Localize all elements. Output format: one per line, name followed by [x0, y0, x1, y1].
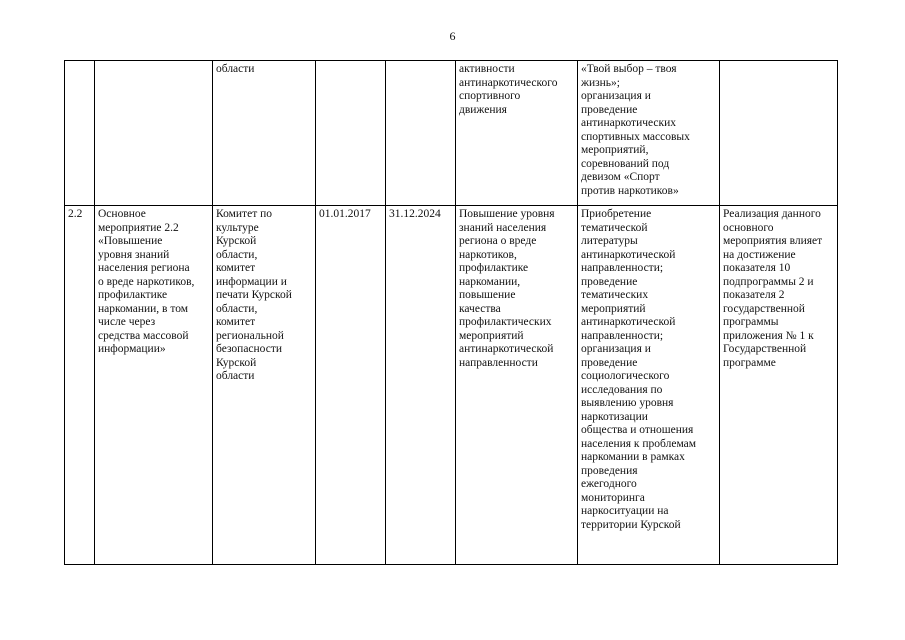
cell-name: Основное мероприятие 2.2 «Повышение уровня знаний населения региона о вреде наркотиков, профилактике наркомании, в том числе через средства массовой информации»	[95, 206, 213, 565]
cell-end-date	[386, 61, 456, 206]
cell-start-date: 01.01.2017	[316, 206, 386, 565]
table-row	[65, 206, 838, 565]
cell-name	[95, 61, 213, 206]
cell-num: 2.2	[65, 206, 95, 565]
cell-num	[65, 61, 95, 206]
cell-content: Приобретение тематической литературы антинаркотической направленности; проведение тематических мероприятий антинаркотической направленности; организация и проведение социологического исследования по выявлению уровня наркотизации общества и отношения населения к проблемам наркомании в рамках проведения ежегодного мониторинга наркоситуации на территории Курской	[578, 206, 720, 565]
cell-link: Реализация данного основного мероприятия влияет на достижение показателя 10 подпрограммы 2 и показателя 2 государственной программы приложения № 1 к Государственной программе	[720, 206, 838, 565]
page-number: 6	[449, 29, 456, 43]
cell-end-date: 31.12.2024	[386, 206, 456, 565]
activities-table	[64, 60, 838, 565]
cell-result: активности антинаркотического спортивного движения	[456, 61, 578, 206]
cell-executor: Комитет по культуре Курской области, комитет информации и печати Курской области, комитет региональной безопасности Курской области	[213, 206, 316, 565]
cell-link	[720, 61, 838, 206]
cell-result: Повышение уровня знаний населения региона о вреде наркотиков, профилактике наркомании, повышение качества профилактических мероприятий антинаркотической направленности	[456, 206, 578, 565]
cell-content: «Твой выбор – твоя жизнь»; организация и проведение антинаркотических спортивных массовых мероприятий, соревнований под девизом «Спорт против наркотиков»	[578, 61, 720, 206]
table-row	[65, 61, 838, 206]
cell-executor: области	[213, 61, 316, 206]
cell-start-date	[316, 61, 386, 206]
